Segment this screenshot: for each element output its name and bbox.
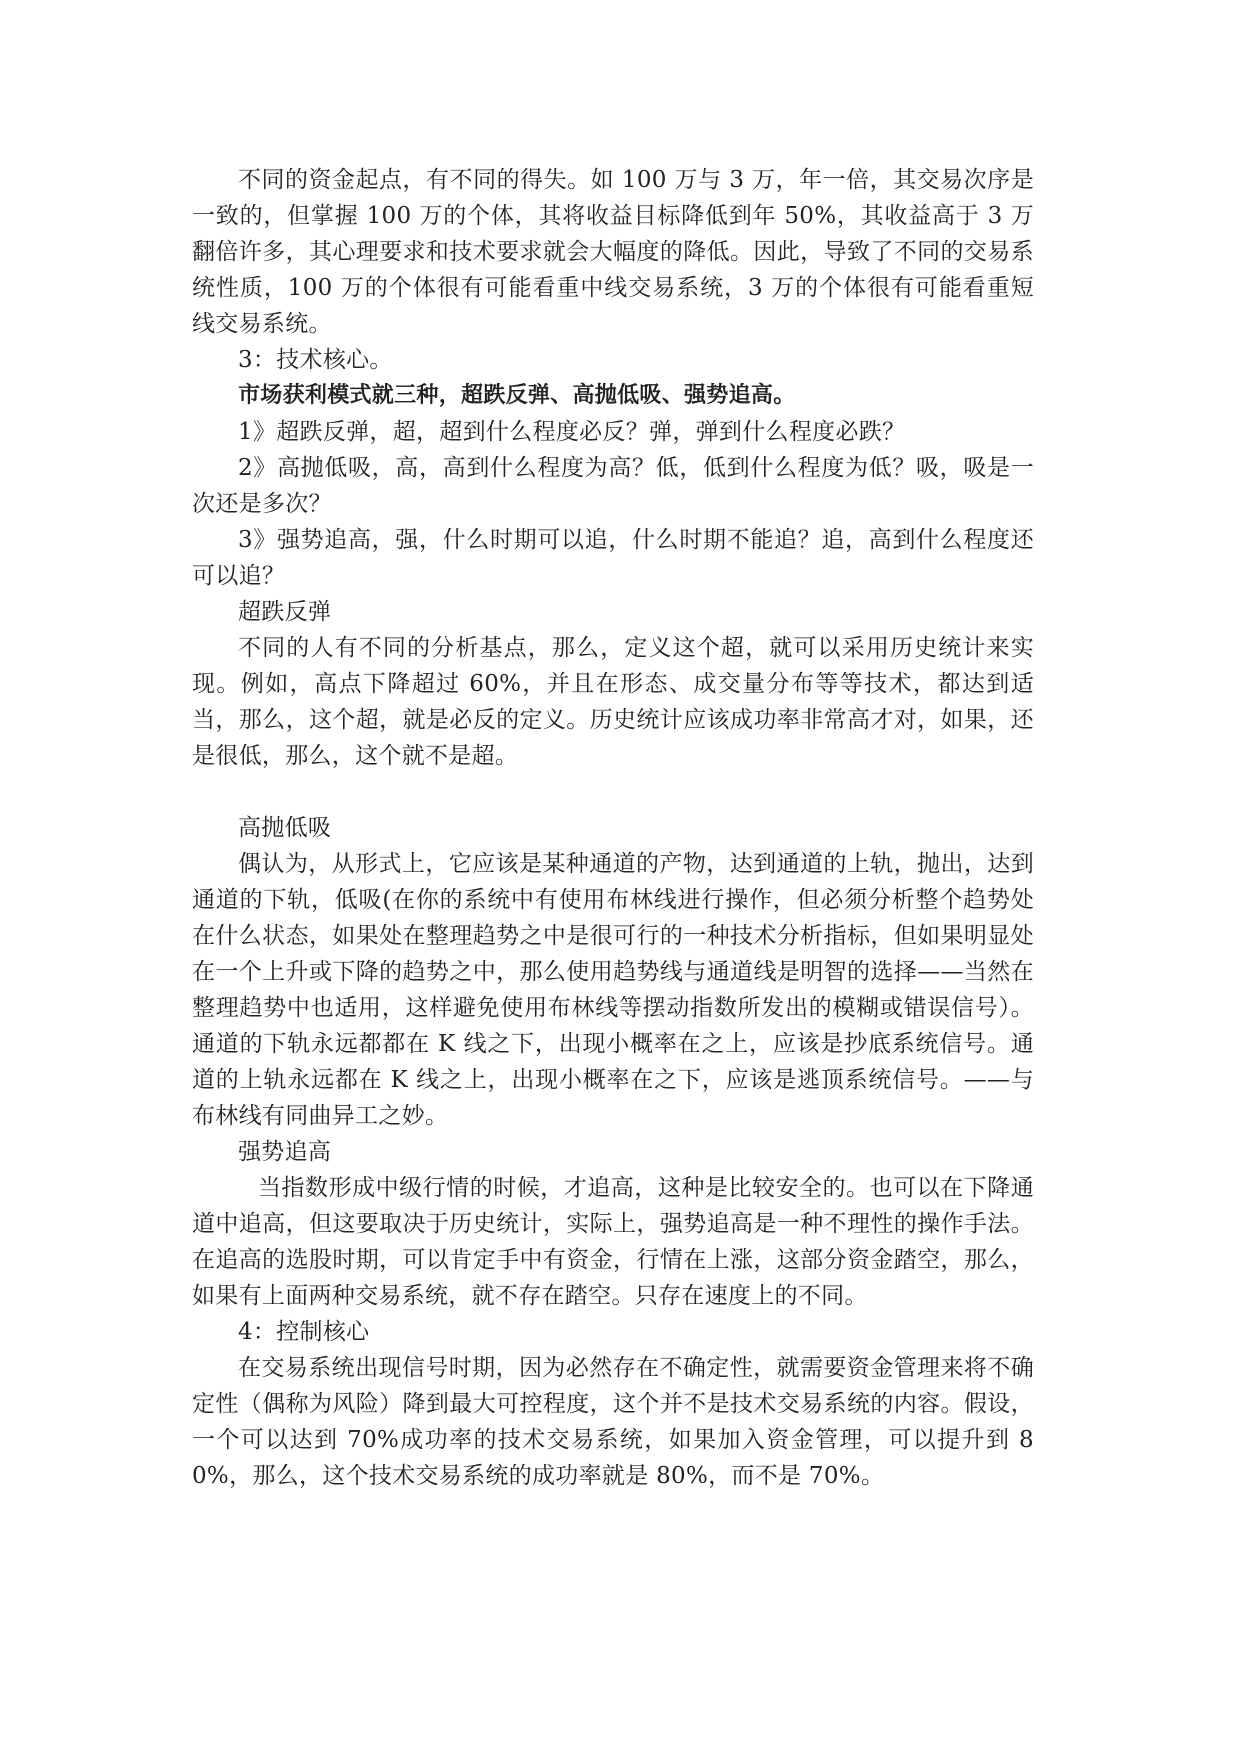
subheading-oversold-rebound: 超跌反弹 [238, 599, 332, 625]
document-body [192, 162, 1034, 1494]
subheading-chase-strength: 强势追高 [238, 1139, 332, 1165]
bold-profit-modes: 市场获利模式就三种，超跌反弹、高抛低吸、强势追高。 [238, 383, 796, 408]
blank-line [192, 774, 1034, 810]
list-item-sell-high-buy-low: 2》高抛低吸，高，高到什么程度为高？低，低到什么程度为低？吸，吸是一次还是多次？ [192, 455, 1034, 517]
paragraph-control-core: 在交易系统出现信号时期，因为必然存在不确定性，就需要资金管理来将不确定性（偶称为风险）降到最大可控程度，这个并不是技术交易系统的内容。假设，一个可以达到 70%成功率的技术交易系统，如果加入资金管理，可以提升到 80%，那么，这个技术交易系统的成功率就是 80%，而不是 70%。 [192, 1355, 1034, 1489]
list-item-chase-strength: 3》强势追高，强，什么时期可以追，什么时期不能追？追，高到什么程度还可以追？ [192, 527, 1034, 589]
list-item-oversold-rebound: 1》超跌反弹，超，超到什么程度必反？弹，弹到什么程度必跌？ [238, 419, 906, 445]
subheading-sell-high-buy-low: 高抛低吸 [238, 815, 332, 841]
paragraph-chase-strength: 当指数形成中级行情的时候，才追高，这种是比较安全的。也可以在下降通道中追高，但这要取决于历史统计，实际上，强势追高是一种不理性的操作手法。在追高的选股时期，可以肯定手中有资金，行情在上涨，这部分资金踏空，那么，如果有上面两种交易系统，就不存在踏空。只存在速度上的不同。 [192, 1175, 1034, 1309]
heading-control-core: 4：控制核心 [238, 1319, 370, 1345]
heading-technical-core: 3：技术核心。 [238, 347, 393, 373]
paragraph-oversold-rebound: 不同的人有不同的分析基点，那么，定义这个超，就可以采用历史统计来实现。例如，高点下降超过 60%，并且在形态、成交量分布等等技术，都达到适当，那么，这个超，就是必反的定义。历史统计应该成功率非常高才对，如果，还是很低，那么，这个就不是超。 [192, 635, 1034, 769]
paragraph-sell-high-buy-low: 偶认为，从形式上，它应该是某种通道的产物，达到通道的上轨，抛出，达到通道的下轨，低吸(在你的系统中有使用布林线进行操作，但必须分析整个趋势处在什么状态，如果处在整理趋势之中是很可行的一种技术分析指标，但如果明显处在一个上升或下降的趋势之中，那么使用趋势线与通道线是明智的选择——当然在整理趋势中也适用，这样避免使用布林线等摆动指数所发出的模糊或错误信号）。通道的下轨永远都都在 K 线之下，出现小概率在之上，应该是抄底系统信号。通道的上轨永远都在 K 线之上，出现小概率在之下，应该是逃顶系统信号。——与布林线有同曲异工之妙。 [192, 851, 1034, 1129]
paragraph-capital-start: 不同的资金起点，有不同的得失。如 100 万与 3 万，年一倍，其交易次序是一致的，但掌握 100 万的个体，其将收益目标降低到年 50%，其收益高于 3 万翻倍许多，其心理要求和技术要求就会大幅度的降低。因此，导致了不同的交易系统性质，100 万的个体很有可能看重中线交易系统，3 万的个体很有可能看重短线交易系统。 [192, 167, 1034, 337]
